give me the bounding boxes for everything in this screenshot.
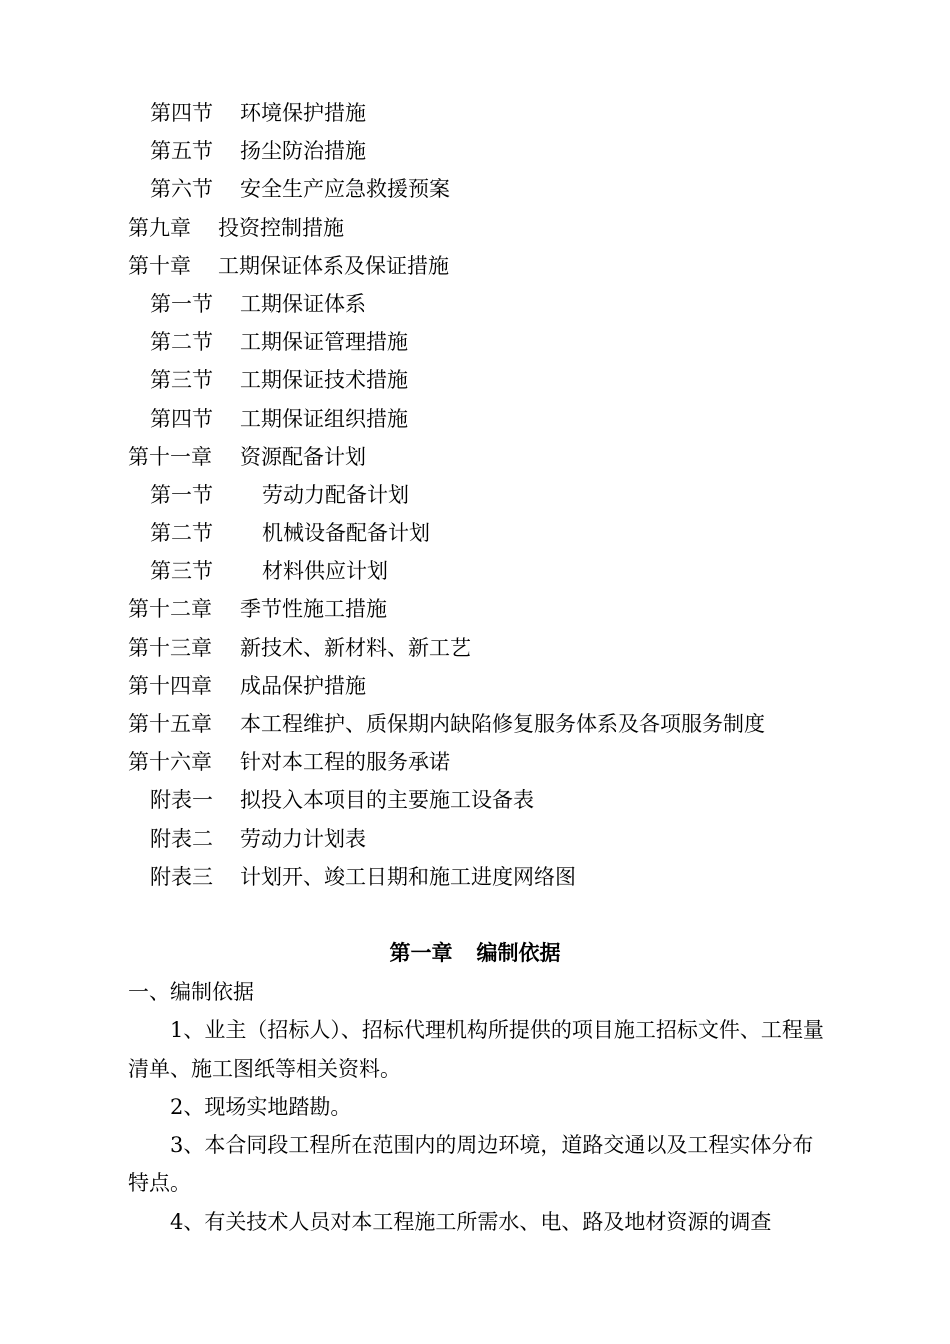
toc-entry-title: 拟投入本项目的主要施工设备表: [240, 788, 534, 813]
toc-entry-title: 材料供应计划: [262, 559, 388, 584]
toc-entry: [128, 552, 848, 590]
toc-entry-title: 针对本工程的服务承诺: [240, 750, 450, 775]
toc-entry-label: 第一节: [150, 482, 213, 507]
toc-entry-title: 工期保证体系: [240, 291, 366, 316]
toc-entry-title: 扬尘防治措施: [240, 139, 366, 164]
section-heading: 一、编制依据: [128, 980, 254, 1004]
body-text: [128, 973, 828, 1241]
toc-entry-label: 第二节: [150, 521, 213, 546]
basis-item-3: 3、本合同段工程所在范围内的周边环境，道路交通以及工程实体分布特点。: [128, 1133, 814, 1196]
toc-entry-title: 投资控制措施: [218, 215, 344, 240]
toc-entry-label: 附表三: [150, 864, 213, 889]
toc-entry: [128, 590, 848, 628]
toc-entry: [128, 858, 848, 896]
toc-entry-label: 第四节: [150, 406, 213, 431]
toc-entry-label: 第十三章: [128, 635, 212, 660]
toc-entry: [128, 94, 848, 132]
basis-item-2: 2、现场实地踏勘。: [170, 1094, 352, 1119]
toc-entry: [128, 170, 848, 208]
toc-entry-title: 安全生产应急救援预案: [240, 177, 450, 202]
toc-entry-title: 工期保证体系及保证措施: [218, 253, 449, 278]
toc-entry-label: 附表二: [150, 826, 213, 851]
toc-entry-title: 计划开、竣工日期和施工进度网络图: [240, 864, 576, 889]
toc-entry-label: 第十二章: [128, 597, 212, 622]
toc-entry-title: 劳动力配备计划: [262, 482, 409, 507]
toc-entry-title: 本工程维护、质保期内缺陷修复服务体系及各项服务制度: [240, 712, 765, 736]
toc-entry-label: 第十四章: [128, 673, 212, 698]
toc-entry-label: 第十六章: [128, 750, 212, 775]
toc-entry-title: 环境保护措施: [240, 101, 366, 125]
toc-entry-label: 第二节: [150, 330, 213, 355]
toc-entry: [128, 629, 848, 667]
toc-entry-title: 季节性施工措施: [240, 597, 387, 622]
toc-entry: [128, 361, 848, 399]
toc-entry-label: 第一节: [150, 291, 213, 316]
toc-entry: [128, 476, 848, 514]
toc-entry-label: 第四节: [150, 101, 213, 125]
toc-entry: [128, 438, 848, 476]
toc-entry: [128, 781, 848, 819]
chapter-title: 编制依据: [476, 940, 561, 965]
toc-entry-label: 第十五章: [128, 712, 212, 736]
basis-item-1: 1、业主（招标人）、招标代理机构所提供的项目施工招标文件、工程量清单、施工图纸等相关资料。: [128, 1018, 824, 1081]
chapter-number: 第一章: [389, 940, 453, 965]
toc-entry-title: 资源配备计划: [240, 444, 366, 469]
basis-item-4: 4、有关技术人员对本工程施工所需水、电、路及地材资源的调查: [170, 1209, 772, 1234]
toc-entry-label: 第十章: [128, 253, 191, 278]
toc-entry: [128, 247, 848, 285]
toc-entry: [128, 820, 848, 858]
toc-entry-label: 第九章: [128, 215, 191, 240]
toc-entry: [128, 285, 848, 323]
toc-entry-label: 第三节: [150, 368, 213, 393]
toc-entry: [128, 209, 848, 247]
toc-entry-title: 工期保证技术措施: [240, 368, 408, 393]
toc-entry-label: 附表一: [150, 788, 213, 813]
toc-entry: [128, 705, 848, 743]
toc-entry-title: 工期保证管理措施: [240, 330, 408, 355]
toc-entry: [128, 132, 848, 170]
toc-entry-title: 机械设备配备计划: [262, 521, 430, 546]
toc-entry-title: 成品保护措施: [240, 673, 366, 698]
toc-entry-label: 第十一章: [128, 444, 212, 469]
toc-entry-title: 劳动力计划表: [240, 826, 366, 851]
toc-entry-label: 第五节: [150, 139, 213, 164]
toc-entry-title: 工期保证组织措施: [240, 406, 408, 431]
toc-entry: [128, 667, 848, 705]
toc-entry: [128, 323, 848, 361]
toc-entry: [128, 400, 848, 438]
table-of-contents: [128, 94, 848, 896]
toc-entry-label: 第六节: [150, 177, 213, 202]
toc-entry: [128, 743, 848, 781]
toc-entry-title: 新技术、新材料、新工艺: [240, 635, 471, 660]
chapter-heading: [0, 934, 950, 972]
toc-entry-label: 第三节: [150, 559, 213, 584]
toc-entry: [128, 514, 848, 552]
